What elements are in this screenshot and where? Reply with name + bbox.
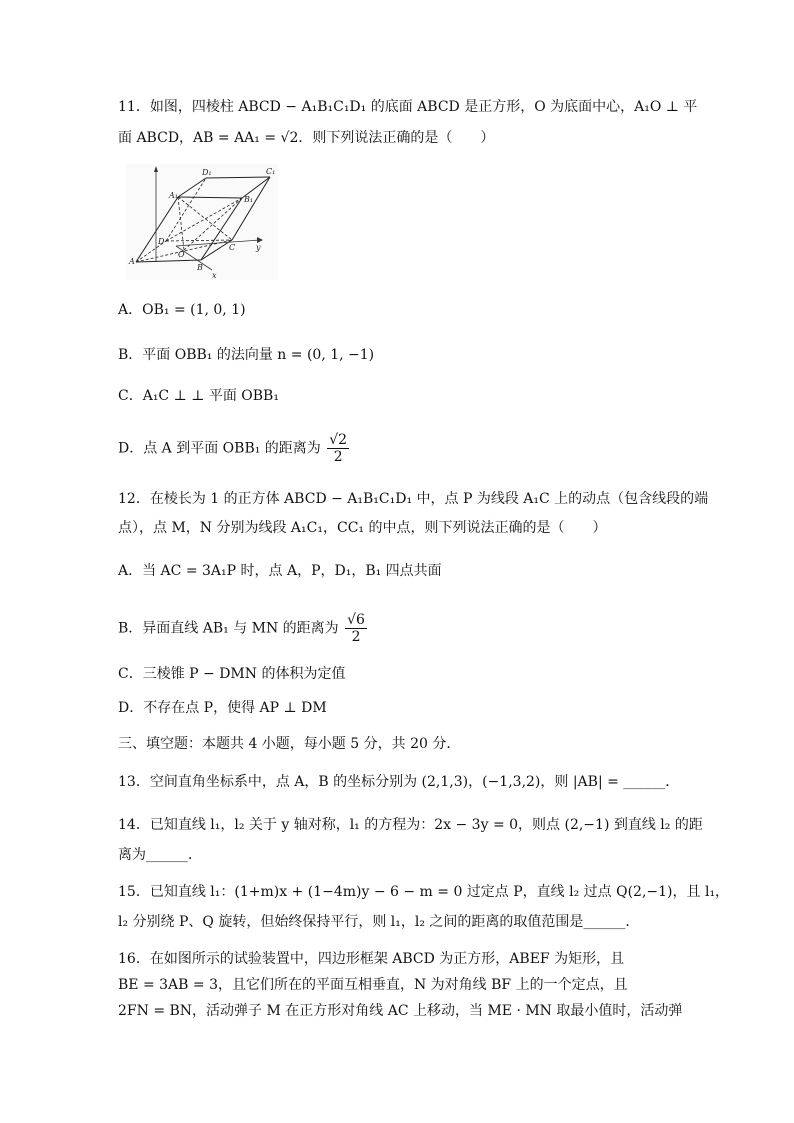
q11-prism-figure <box>126 164 278 280</box>
q11-option-d-text: D．点 A 到平面 OBB₁ 的距离为 <box>118 440 321 457</box>
q12-stem-line-2: 点），点 M，N 分别为线段 A₁C₁，CC₁ 的中点，则下列说法正确的是（ ） <box>118 520 607 536</box>
label-O: O <box>178 250 185 259</box>
label-y-axis: y <box>256 243 261 252</box>
q14-line-2: 离为______． <box>118 847 202 863</box>
section-3-heading: 三、填空题：本题共 4 小题，每小题 5 分，共 20 分． <box>118 736 461 752</box>
q16-line-2: BE = 3AB = 3，且它们所在的平面互相垂直，N 为对角线 BF 上的一个定点，且 <box>118 977 628 993</box>
q14-line-1: 14．已知直线 l₁，l₂ 关于 y 轴对称，l₁ 的方程为：2x − 3y = 0，则点 (2,−1) 到直线 l₂ 的距 <box>118 817 703 833</box>
q12-option-b-text: B．异面直线 AB₁ 与 MN 的距离为 <box>118 620 339 637</box>
q13-text: 13．空间直角坐标系中，点 A，B 的坐标分别为 (2,1,3)，(−1,3,2)，则 |AB| = ______． <box>118 774 680 790</box>
label-C1: C₁ <box>266 167 276 176</box>
label-A: A <box>129 257 135 266</box>
q16-line-3: 2FN = BN，活动弹子 M 在正方形对角线 AC 上移动，当 ME · MN 取最小值时，活动弹 <box>118 1003 683 1019</box>
label-D: D <box>158 237 165 246</box>
fraction-denominator: 2 <box>351 629 361 645</box>
q12-option-c: C．三棱锥 P − DMN 的体积为定值 <box>118 666 346 682</box>
q12-option-b <box>118 612 678 645</box>
fraction-numerator: √2 <box>329 432 348 448</box>
q12-option-a: A．当 AC = 3A₁P 时，点 A，P，D₁，B₁ 四点共面 <box>118 563 442 579</box>
q11-stem-line-1: 11．如图，四棱柱 ABCD − A₁B₁C₁D₁ 的底面 ABCD 是正方形，O 为底面中心，A₁O ⊥ 平 <box>118 99 698 115</box>
q12-option-d: D．不存在点 P，使得 AP ⊥ DM <box>118 700 327 716</box>
q11-option-c: C．A₁C ⊥ ⊥ 平面 OBB₁ <box>118 388 279 404</box>
q15-line-1: 15．已知直线 l₁：(1+m)x + (1−4m)y − 6 − m = 0 过定点 P，直线 l₂ 过点 Q(2,−1)，且 l₁， <box>118 884 730 900</box>
q11-stem-line-2: 面 ABCD，AB = AA₁ = √2．则下列说法正确的是（ ） <box>118 130 495 146</box>
fraction-denominator: 2 <box>333 449 343 465</box>
label-C: C <box>229 243 236 252</box>
prism-diagram <box>126 164 278 280</box>
label-x-axis: x <box>212 271 217 280</box>
q11-option-d-fraction <box>327 432 349 465</box>
q12-stem-line-1: 12．在棱长为 1 的正方体 ABCD − A₁B₁C₁D₁ 中，点 P 为线段 A₁C 上的动点（包含线段的端 <box>118 491 709 507</box>
label-B: B <box>197 263 203 272</box>
label-A1: A₁ <box>169 191 178 200</box>
fraction-numerator: √6 <box>347 612 365 628</box>
q11-option-a: A．OB₁ = (1, 0, 1) <box>118 302 246 318</box>
q11-option-b: B．平面 OBB₁ 的法向量 n = (0, 1, −1) <box>118 347 375 363</box>
q12-option-b-fraction <box>345 612 367 645</box>
label-D1: D₁ <box>202 168 212 177</box>
q15-line-2: l₂ 分别绕 P、Q 旋转，但始终保持平行，则 l₁，l₂ 之间的距离的取值范围是______． <box>118 914 640 930</box>
label-B1: B₁ <box>244 195 254 204</box>
q16-line-1: 16．在如图所示的试验装置中，四边形框架 ABCD 为正方形，ABEF 为矩形，且 <box>118 951 625 967</box>
q11-option-d <box>118 432 678 465</box>
